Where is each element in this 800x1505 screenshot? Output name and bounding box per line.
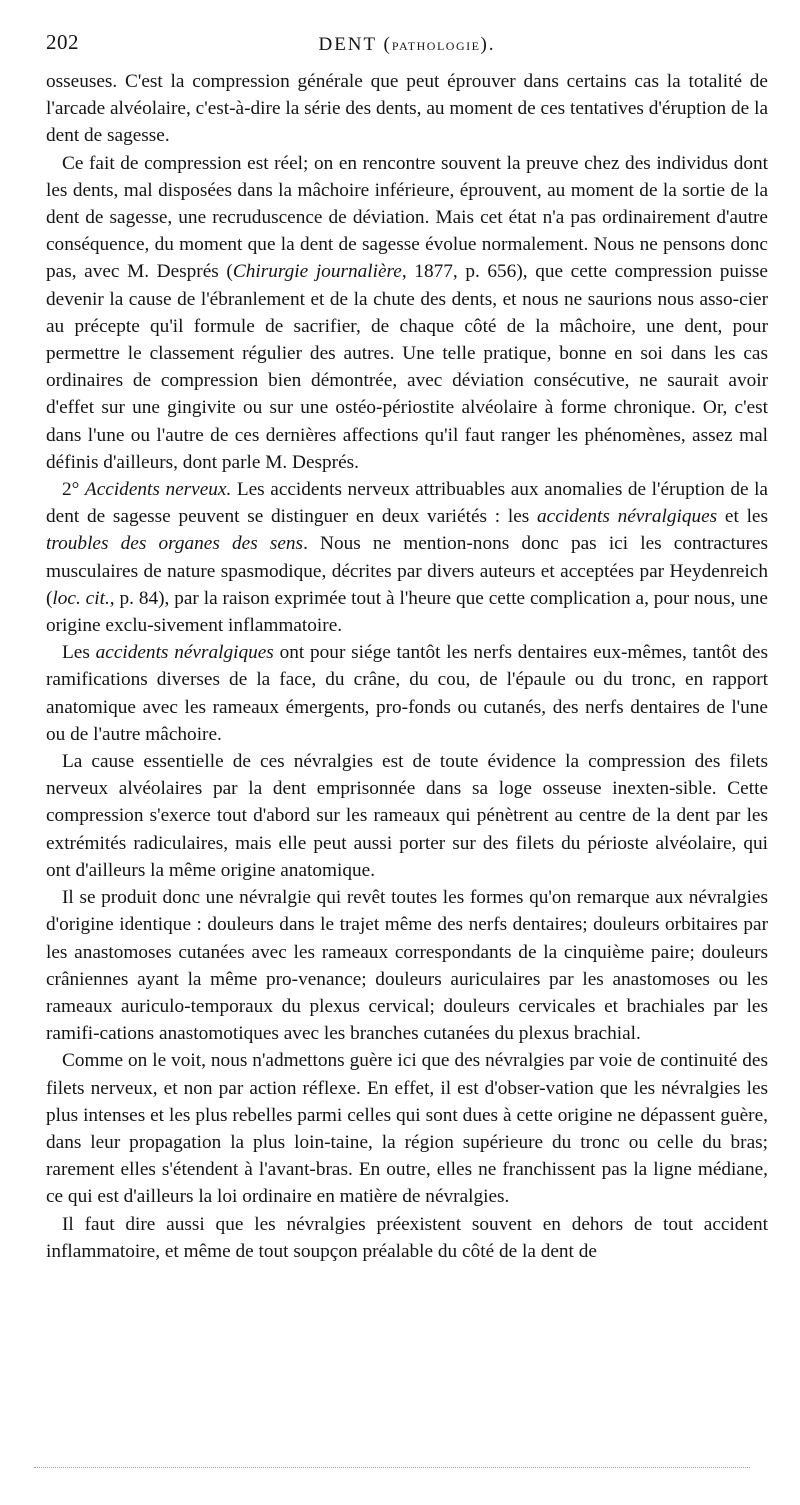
emphasis: accidents névralgiques [537, 506, 718, 528]
section-heading: Accidents nerveux. [84, 479, 232, 501]
text-run: et les [717, 506, 768, 528]
text-run: Les [62, 642, 96, 664]
text-run: Ce fait de compression est réel; on en rencontre souvent la preuve chez des individus dont les dents, mal disposées dans la mâchoire inférieure, éprouvent, au moment de la sortie de la dent de sagesse, une recruduscence de déviation. Mais cet état n'a pas ordinairement d'autre conséquence, du moment que la dent de sagesse évolue normalement. Nous ne pensons donc pas, avec M. Després ( [46, 152, 768, 283]
text-run: , p. 84), par la raison exprimée tout à l'heure que cette complication a, pour nous, une origine exclu-sivement inflammatoire. [46, 587, 768, 637]
paragraph-6 [46, 884, 768, 1047]
text-run: . Nous ne mention-nons donc pas ici les contractures musculaires de nature spasmodique, décrites par divers auteurs et acceptées par Heydenreich ( [46, 533, 768, 609]
footer-divider [34, 1467, 750, 1468]
emphasis: troubles des organes des sens [46, 533, 304, 555]
paragraph-4 [46, 639, 768, 748]
citation-ref: loc. cit. [52, 587, 110, 609]
emphasis: accidents névralgiques [95, 642, 274, 664]
text-run: Il faut dire aussi que les névralgies préexistent souvent en dehors de tout accident inflammatoire, et même de tout soupçon préalable du côté de la dent de [46, 1213, 768, 1262]
text-run: 2° [62, 479, 85, 501]
page-number: 202 [46, 30, 79, 54]
text-run: osseuses. C'est la compression générale que peut éprouver dans certains cas la totalité de l'arcade alvéolaire, c'est-à-dire la série des dents, au moment de ces tentatives d'éruption de la dent de sagesse. [46, 71, 768, 147]
paragraph-5 [46, 748, 768, 884]
body-text [46, 68, 768, 1265]
text-run: Les accidents nerveux attribuables aux anomalies de l'éruption de la dent de sagesse peuvent se distinguer en deux variétés : les [46, 479, 768, 528]
text-run: Il se produit donc une névralgie qui revêt toutes les formes qu'on remarque aux névralgies d'origine identique : douleurs dans le trajet même des nerfs dentaires; douleurs orbitaires par les anastomoses cutanées avec les rameaux correspondants de la cinquième paire; douleurs crâniennes ayant la même pro-venance; douleurs auriculaires par les anastomoses ou les rameaux auriculo-temporaux du plexus cervical; douleurs cervicales et brachiales par les ramifi-cations anastomotiques avec les branches cutanées du plexus brachial. [46, 887, 768, 1045]
running-title-main: DENT [318, 34, 377, 55]
paragraph-1 [46, 68, 768, 150]
text-run: , 1877, p. 656), que cette compression puisse devenir la cause de l'ébranlement et de la chute des dents, et nous ne saurions nous asso-cier au précepte qu'il formule de sacrifier, de chaque côté de la mâchoire, une dent, pour permettre le classement régulier des autres. Une telle pratique, bonne en soi dans les cas ordinaires de compression bien démontrée, avec déviation consécutive, ne saurait avoir d'effet sur une gingivite ou sur une ostéo-périostite alvéolaire à forme chronique. Or, c'est dans l'une ou l'autre de ces dernières affections qu'il faut ranger les phénomènes, assez mal définis d'ailleurs, dont parle M. Després. [46, 261, 768, 473]
text-run: ont pour siége tantôt les nerfs dentaires eux-mêmes, tantôt des ramifications diverses de la face, du crâne, du cou, de l'épaule ou du tronc, en rapport anatomique avec les rameaux émergents, pro-fonds ou cutanés, des nerfs dentaires de l'une ou de l'autre mâchoire. [46, 642, 768, 745]
running-title: DENT (PATHOLOGIE). [318, 34, 496, 55]
paragraph-3 [46, 476, 768, 639]
text-run: La cause essentielle de ces névralgies est de toute évidence la compression des filets nerveux alvéolaires par la dent emprisonnée dans sa loge osseuse inexten-sible. Cette compression s'exerce tout d'abord sur les rameaux qui pénètrent au centre de la dent par les extrémités radiculaires, mais elle peut aussi porter sur des filets du périoste alvéolaire, qui ont d'ailleurs la même origine anatomique. [46, 751, 768, 881]
paragraph-7 [46, 1047, 768, 1210]
running-title-sub: PATHOLOGIE [391, 39, 481, 53]
citation-title: Chirurgie journalière [232, 261, 402, 283]
text-run: Comme on le voit, nous n'admettons guère ici que des névralgies par voie de continuité des filets nerveux, et non par action réflexe. En effet, il est d'obser-vation que les névralgies les plus intenses et les plus rebelles parmi celles qui sont dues à cette origine ne dépassent guère, dans leur propagation la plus loin-taine, la région supérieure du tronc ou celle du bras; rarement elles s'étendent à l'avant-bras. En outre, elles ne franchissent pas la ligne médiane, ce qui est d'ailleurs la loi ordinaire en matière de névralgies. [46, 1050, 768, 1208]
paragraph-8 [46, 1211, 768, 1265]
page-header [46, 30, 768, 62]
paragraph-2 [46, 150, 768, 476]
